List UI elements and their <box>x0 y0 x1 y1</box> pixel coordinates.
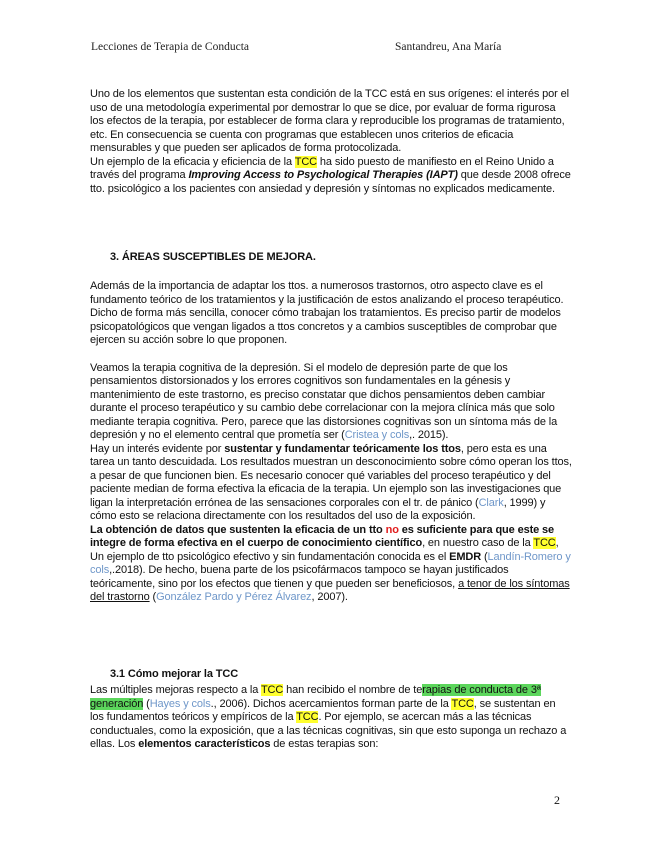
citation-link[interactable]: Clark <box>478 496 504 509</box>
highlight-tcc: TCC <box>451 697 474 710</box>
bold-phrase: elementos característicos <box>138 738 271 750</box>
intro-block <box>90 88 572 196</box>
highlight-tcc: TCC <box>296 711 319 723</box>
paragraph-3: Además de la importancia de adaptar los ttos. a numerosos trastornos, otro aspecto clave es el fundamento teórico de los tratamientos y la justificación de estos analizando el proceso terapéutico. Dicho de forma más sencilla, conocer cómo trabajan los tratamientos. Es preciso partir de modelos psicopatológicos que vengan ligados a ttos concretos y a cambios susceptibles de comprobar que ejercen su acción sobre lo que proponen. <box>90 280 564 346</box>
highlight-tcc: TCC <box>294 155 317 168</box>
citation-link[interactable]: Landín-Romero y cols <box>90 550 571 576</box>
highlight-3rd-generation: rapias de conducta de 3ª generación <box>90 684 541 710</box>
section-31-block <box>90 684 572 752</box>
emphasis-no: no <box>385 523 399 536</box>
bold-phrase: sustentar y fundamentar teóricamente los ttos <box>224 442 461 455</box>
citation-link[interactable]: Hayes y cols <box>149 697 211 710</box>
paragraph-6: La obtención de datos que sustenten la eficacia de un tto no es suficiente para que este se integre de forma efectiva en el cuerpo de conocimiento científico, en nuestro caso de la TCC, Un ejemplo de tto psicológico efectivo y sin fundamentación conocida es el EMDR (Landín-Romero y cols,.2018). De hecho, buena parte de los psicofármacos tampoco se hayan justificados teóricamente, sino por los efectos que tienen y que pueden ser beneficiosos, a tenor de los síntomas del trastorno (González Pardo y Pérez Álvarez, 2007). <box>90 523 571 603</box>
highlight-tcc: TCC <box>260 684 284 696</box>
paragraph-5: Hay un interés evidente por sustentar y fundamentar teóricamente los ttos, pero esta es una tarea un tanto descuidada. Los resultados muestran un desconocimiento sobre cómo operan los ttos, a pesar de que funcionen bien. Es necesario conocer qué variables del proceso terapéutico y del paciente median de forma efectiva la eficacia de la terapia. Un ejemplo son las investigaciones que ligan la interpretación errónea de las sensaciones corporales con el tr. de pánico (Clark, 1999) y cómo esto se relaciona directamente con los resultados del uso de la exposición. <box>90 442 572 522</box>
section-3-heading: 3. ÁREAS SUSCEPTIBLES DE MEJORA. <box>110 251 316 263</box>
section-31-heading-wrap <box>90 668 572 682</box>
paragraph-4: Veamos la terapia cognitiva de la depresión. Si el modelo de depresión parte de que los pensamientos distorsionados y los errores cognitivos son fundamentales en la génesis y mantenimiento de este trastorno, es preciso constatar que dichos pensamientos deben cambiar durante el proceso terapéutico y su cambio debe correlacionar con la mejora clínica más que solo mediante terapia cognitiva. Pero, parece que las distorsiones cognitivas son un síntoma más de la depresión y no el elemento central que prometía ser (Cristea y cols,. 2015). <box>90 361 558 441</box>
emdr-term: EMDR <box>449 550 482 563</box>
header-author: Santandreu, Ana María <box>395 41 502 53</box>
paragraph-7: Las múltiples mejoras respecto a la TCC han recibido el nombre de terapias de conducta de 3ª generación (Hayes y cols., 2006). Dichos acercamientos forman parte de la TCC, se sustentan en los fundamentos teóricos y empíricos de la TCC. Por ejemplo, se acercan más a las técnicas conductuales, como la exposición, que a las técnicas cognitivas, sin que esto suponga un rechazo a ellas. Los elementos característicos de estas terapias son: <box>90 684 567 750</box>
paragraph-2: Un ejemplo de la eficacia y eficiencia de la TCC ha sido puesto de manifiesto en el Reino Unido a través del programa Improving Access to Psychological Therapies (IAPT) que desde 2008 ofrece tto. psicológico a los pacientes con ansiedad y depresión y síntomas no explicados medicamente. <box>90 155 571 195</box>
citation-link[interactable]: Cristea y cols <box>344 429 410 441</box>
section-31-heading: 3.1 Cómo mejorar la TCC <box>110 668 239 680</box>
section-3-heading-wrap <box>90 251 572 265</box>
highlight-tcc: TCC <box>533 537 556 549</box>
program-name: Improving Access to Psychological Therapies (IAPT) <box>188 169 458 181</box>
citation-link[interactable]: González Pardo y Pérez Álvarez <box>156 591 312 603</box>
underlined-phrase: a tenor de los síntomas del trastorno <box>90 577 570 603</box>
header-title: Lecciones de Terapia de Conducta <box>91 41 249 53</box>
section-3-block <box>90 280 572 605</box>
page-number: 2 <box>554 793 560 807</box>
paragraph-1: Uno de los elementos que sustentan esta condición de la TCC está en sus orígenes: el interés por el uso de una metodología experimental por demostrar lo que se dice, por evaluar de forma rigurosa los efectos de la terapia, por establecer de forma clara y reproducible los programas de tratamiento, etc. En consecuencia se cuenta con programas que establecen unos criterios de eficacia mensurables y que pueden ser aplicados de forma protocolizada. <box>90 88 569 154</box>
